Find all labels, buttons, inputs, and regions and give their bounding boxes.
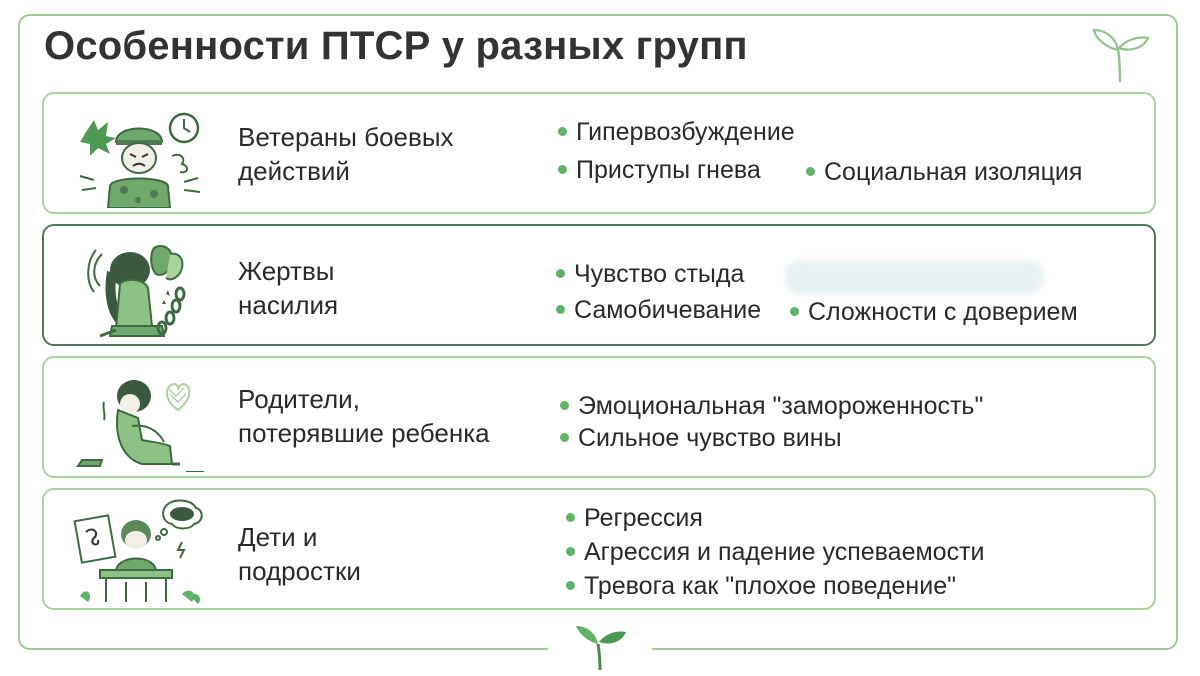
feature-item: Самобичевание <box>556 294 761 326</box>
feature-item: Сложности с доверием <box>790 296 1078 328</box>
group-label-line: действий <box>238 156 350 186</box>
sprout-footer-icon <box>570 622 630 670</box>
group-card-veterans <box>42 92 1156 214</box>
bullet-icon <box>556 305 565 314</box>
bullet-icon <box>560 433 569 442</box>
group-card-children <box>42 488 1156 610</box>
group-label <box>238 520 558 588</box>
group-label-line: Дети и <box>238 522 318 552</box>
group-label-line: Жертвы <box>238 256 335 286</box>
feature-item: Агрессия и падение успеваемости <box>566 536 985 568</box>
grieving-parent-icon <box>72 366 208 472</box>
feature-item: Социальная изоляция <box>806 156 1082 188</box>
group-label <box>238 382 558 450</box>
bullet-icon <box>558 165 567 174</box>
feature-item: Регрессия <box>566 502 703 534</box>
sprout-icon <box>1088 26 1152 84</box>
footer-sprout <box>548 618 652 672</box>
feature-item: Эмоциональная "замороженность" <box>560 390 983 422</box>
feature-item: Гипервозбуждение <box>558 116 795 148</box>
bullet-icon <box>556 269 565 278</box>
feature-item: Тревога как "плохое поведение" <box>566 570 956 602</box>
group-label-line: насилия <box>238 290 339 320</box>
blurred-region <box>784 260 1044 294</box>
group-card-parents <box>42 356 1156 478</box>
bullet-icon <box>790 307 799 316</box>
group-label <box>238 254 558 322</box>
bullet-icon <box>558 127 567 136</box>
feature-item: Сильное чувство вины <box>560 422 842 454</box>
group-label-line: Ветераны боевых <box>238 122 454 152</box>
bullet-icon <box>566 513 575 522</box>
group-label-line: подростки <box>238 556 361 586</box>
bullet-icon <box>566 547 575 556</box>
page-title: Особенности ПТСР у разных групп <box>44 24 748 68</box>
huddled-person-icon <box>72 234 208 340</box>
child-at-desk-icon <box>72 498 208 604</box>
bullet-icon <box>806 167 815 176</box>
bullet-icon <box>560 401 569 410</box>
bullet-icon <box>566 581 575 590</box>
group-label-line: Родители, <box>238 384 360 414</box>
group-label <box>238 120 558 188</box>
feature-item: Чувство стыда <box>556 258 744 290</box>
feature-item: Приступы гнева <box>558 154 761 186</box>
soldier-icon <box>72 102 208 208</box>
group-card-violence-victims <box>42 224 1156 346</box>
group-label-line: потерявшие ребенка <box>238 418 490 448</box>
